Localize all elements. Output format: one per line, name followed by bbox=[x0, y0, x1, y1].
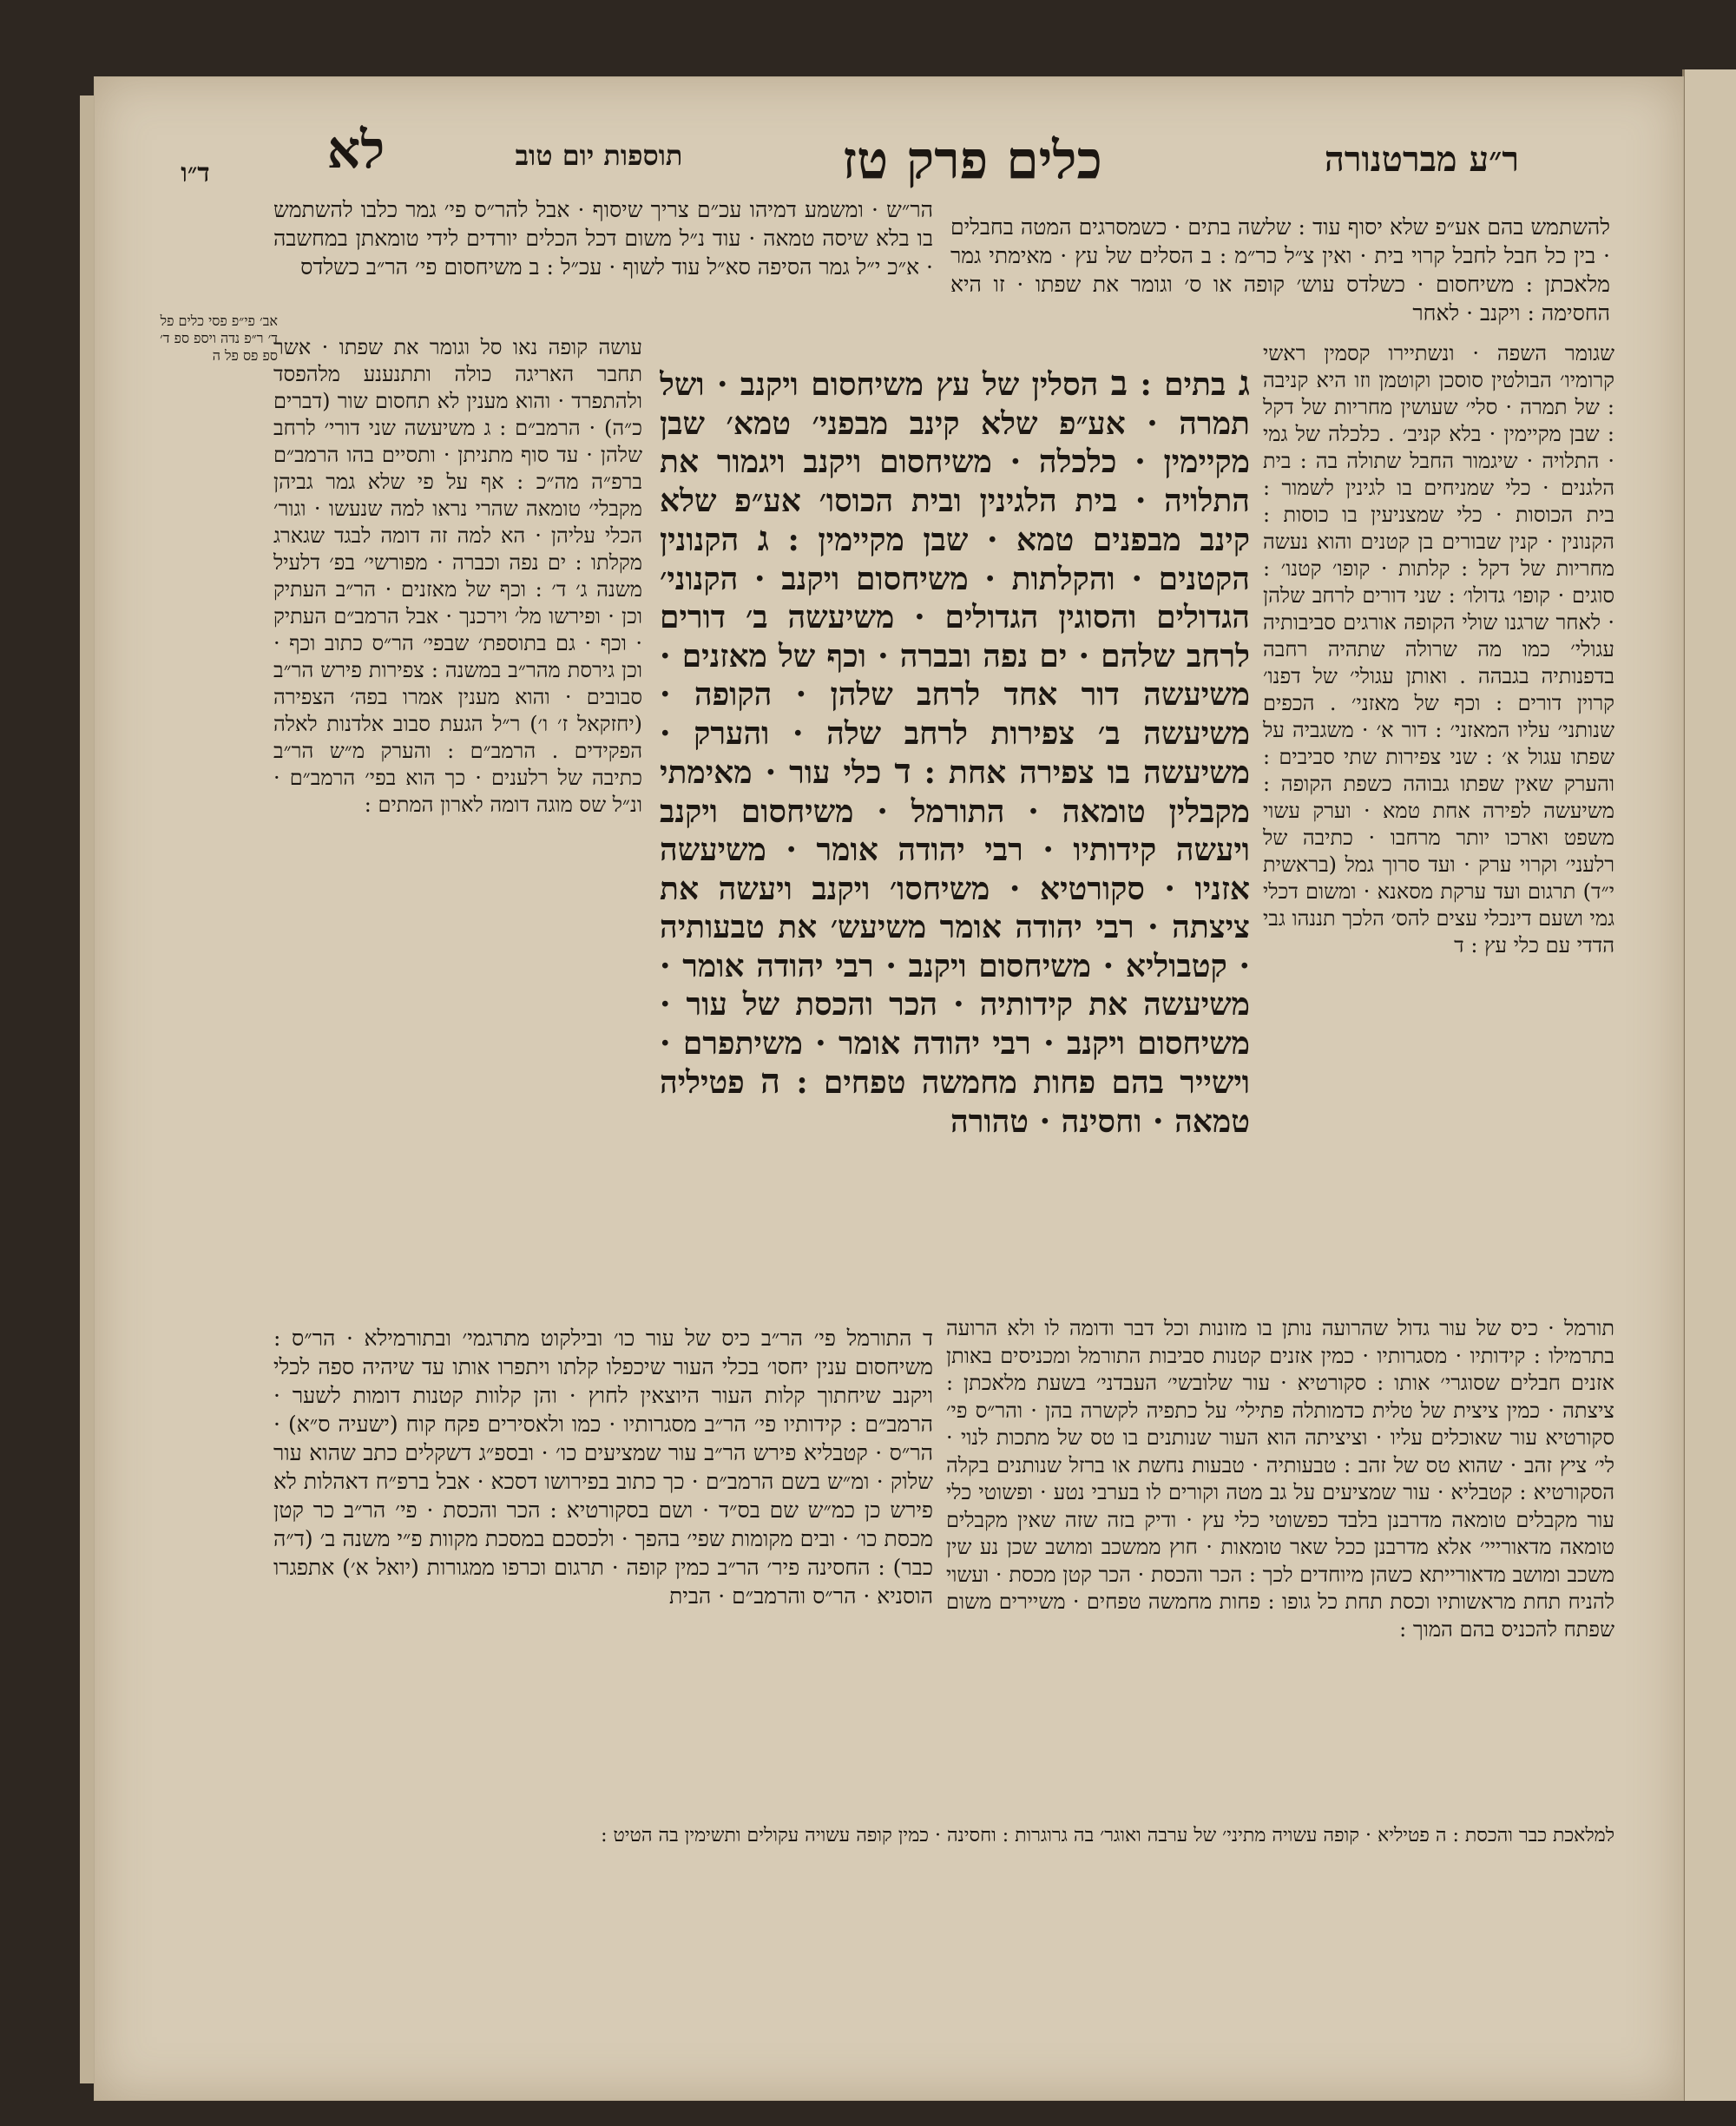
signature-mark: ד״ו bbox=[181, 158, 210, 188]
commentary-text: תורמל · כיס של עור גדול שהרועה נותן בו מזונות וכל דבר ודומה לו ולא הרועה בתרמילו : קידותיו · מסגרותיו · כמין אזנים קטנות סביבות התורמל ומכניסים באותן אזנים חבלים שסוגרי׳ אותו : סקורטיא · עור שלובשי׳ העבדני׳ בשעת מלאכתן : ציצתה · כמין ציצית של טלית כדמותלה פתילי׳ על כתפיה לקשרה בהן · והר״ס פי׳ סקורטיא עור שאוכלים עליו · וציציתה הוא העור שנותנים בו טס של מתכות לנוי · לי׳ ציץ זהב · שהוא טס של זהב : טבעותיה · טבעות נחשת או ברזל שנותנים בקלה הסקורטיא : קטבליא · עור שמציעים על גב מטה וקורים לו בערבי נטע · ופשוטי כלי עור מקבלים טומאה מדרבנן בלבד כפשוטי כלי עץ · ודיק בזה שזה שאין מקבלים טומאה מדאורייי׳ אלא מדרבנן ככל שאר טומאות · חוץ ממשכב ומושב שכן נע שין משכב ומושב מדאורייתא כשהן מיוחדים לכך : הכר והכסת · הכר קטן מכסת · ועשוי להניח תחת מראשותיו וכסת תחת כל גופו : פחות מחמשה טפחים · משיירים משום שפתח להכניס בהם המוך : bbox=[946, 1316, 1614, 1642]
tosafot-yom-tov-top bbox=[273, 195, 933, 339]
running-header-left: תוספות יום טוב bbox=[515, 139, 683, 172]
tosafot-yom-tov-left bbox=[273, 334, 642, 1311]
page-title: כלים פרק טז bbox=[842, 130, 1102, 191]
mishnah-body: הקנונין הקטנים · והקלתות · משיחסום ויקנב · הקנוני׳ הגדולים והסוגין הגדולים · משיעשה ב׳ דורים לרחב שלהם · ים נפה ובברה · וכף של מאזנים · משיעשה דור אחד לרחב שלהן · הקופה · משיעשה ב׳ צפירות לרחב שלה · והערק · משיעשה בו צפירה אחת : bbox=[660, 522, 1250, 791]
mishnah-body: פטיליה טמאה · וחסינה · טהורה bbox=[660, 1064, 1250, 1140]
folio-number: לא bbox=[326, 120, 385, 181]
facing-page-edge bbox=[1682, 69, 1736, 2101]
commentary-text: להשתמש בהם אע״פ שלא יסוף עוד : שלשה בתים · כשמסרגים המטה בחבלים · בין כל חבל לחבל קרוי בית · ואין צ״ל כר״מ : ב הסלים של עץ · מאימתי גמר מלאכתן : משיחסום · כשלדס עוש׳ קופה או ס׳ וגומר את שפתו · זו היא החסימה : ויקנב · לאחר bbox=[950, 214, 1610, 326]
mishnah-body: הסלין של עץ משיחסום ויקנב · ושל תמרה · אע״פ שלא קינב מבפני׳ טמא׳ שבן מקיימין · כלכלה · משיחסום ויקנב ויגמור את התלויה · בית הלגינין ובית הכוסו׳ אע״פ שלא קינב מבפנים טמא · שבן מקיימין : bbox=[660, 366, 1250, 558]
mishnah-number: ג bbox=[1238, 365, 1250, 404]
commentary-text: למלאכת כבר והכסת : ה פטיליא · קופה עשויה מתיני׳ של ערבה ואוגר׳ בה גרוגרות : וחסינה · כמין קופה עשויה עקולים ותשימין בה הטיט : bbox=[601, 1825, 1614, 1846]
mishnah-body: בתים : bbox=[1140, 366, 1226, 403]
tosafot-yom-tov-bottom bbox=[273, 1324, 933, 1762]
commentary-text: ד התורמל פי׳ הר״ב כיס של עור כו׳ ובילקוט מתרגמי׳ ובתורמילא · הר״ס : משיחסום ענין יחסו׳ בכלי העור שיכפלו קלתו ויתפרו אותו עד שיהיה ספה לכלי ויקנב שיחתוך קלות העור היוצאין לחוץ · והן קלוות קטנות דומות לשער · הרמב״ם : קידותיו פי׳ הר״ב מסגרותיו · כמו ולאסירים פקח קוח (ישעיה ס״א) · הר״ס · קטבליא פירש הר״ב עור שמציעים כו׳ · ובספ״ג דשקלים כתב שהוא עור שלוק · ומ״ש בשם הרמב״ם · כך כתוב בפירושו דסכא · אבל ברפ״ח דאהלות לא פירש כן כמ״ש שם בס״ד · ושם בסקורטיא : הכר והכסת · פי׳ הר״ב כר קטן מכסת כו׳ · ובים מקומות שפי׳ בהפך · ולכסכם במסכת מקוות פ״י משנה ב׳ (ד״ה כבר) : החסינה פיר׳ הר״ב כמין קופה · תרגום וכרפו ממגורות (יואל א׳) אתפגרו הוסניא · הר״ס והרמב״ם · הבית bbox=[273, 1326, 933, 1609]
mishnah-paragraph bbox=[660, 365, 1250, 1141]
running-header-right: ר״ע מברטנורה bbox=[1324, 139, 1519, 180]
commentary-text: עושה קופה נאו סל וגומר את שפתו · אשר תחבר האריגה כולה ותתנענע מלהפסד ולהתפרד · והוא מענין לא תחסום שור (דברים כ״ה) · הרמב״ם : ג משיעשה שני דורי׳ לרחב שלהן · עד סוף מתניתן · ותסיים בהו הרמב״ם ברפ״ה מה״כ : אף על פי שלא גמר גביהן מקבלי׳ טומאה שהרי נראו למה שנעשו · וגור׳ הכלי עליהן · הא למה זה דומה לבגד שגארג מקלתו : ים נפה וכברה · מפורשי׳ בפ׳ דלעיל משנה ג׳ ד׳ : וכף של מאזנים · הר״ב העתיק וכן · ופירשו מל׳ וירכנך · אבל הרמב״ם העתיק · וכף · גם בתוספת׳ שבפי׳ הר״ס כתוב וכף · וכן גירסת מהר״ב במשנה : צפירות פירש הר״ב סבובים · והוא מענין אמרו בפה׳ הצפירה (יחזקאל ז׳ ו׳) ר״ל הגעת סבוב אלדנות לאלה הפקידים . הרמב״ם : והערק מ״ש הר״ב כתיבה של רלענים · כך הוא בפי׳ הרמב״ם · ונ״ל שס מוגה דומה לארון המתים : bbox=[273, 335, 642, 817]
bartenura-commentary-top bbox=[950, 213, 1610, 334]
margin-note: אב׳ פי״פ פסי כלים פל ד׳ ר״פ נדה ויספ ספ ד׳ ספ פס פל ה bbox=[160, 313, 278, 364]
mishnah-body: כלי עור · מאימתי מקבלין טומאה · התורמל · משיחסום ויקנב ויעשה קידותיו · רבי יהודה אומר · משיעשה אזניו · סקורטיא · משיחסו׳ ויקנב ויעשה את ציצתה · רבי יהודה אומר משיעש׳ את טבעותיה · קטבוליא · משיחסום ויקנב · רבי יהודה אומר · משיעשה את קידותיה · הכר והכסת של עור · משיחסום ויקנב · רבי יהודה אומר · משיתפרם · וישייר בהם פחות מחמשה טפחים : bbox=[660, 754, 1250, 1101]
bartenura-commentary-bottom bbox=[946, 1315, 1614, 1823]
mishnah-number: ב bbox=[1110, 365, 1128, 404]
mishnah-text bbox=[660, 365, 1250, 1311]
mishnah-number: ג bbox=[757, 518, 769, 559]
mishnah-number: ד bbox=[894, 751, 911, 792]
bartenura-commentary-right bbox=[1263, 340, 1614, 1313]
commentary-text: הר״ש · ומשמע דמיהו עכ״ם צריך שיסוף · אבל להר״ס פי׳ גמר כלבו להשתמש בו בלא שיסה טמאה · עוד נ״ל משום דכל הכלים יורדים לידי טומאתן במחשבה · א״כ י״ל גמר הסיפה סא״ל עוד לשוף · עכ״ל : ב משיחסום פי׳ הר״ב כשלדס bbox=[273, 197, 933, 280]
page-footer-commentary bbox=[273, 1823, 1614, 1927]
mishnah-number: ה bbox=[760, 1061, 781, 1102]
commentary-text: שגומר השפה · ונשתיירו קסמין ראשי קרומיו׳ הבולטין סוסכן וקוטמן וזו היא קניבה : של תמרה · סלי׳ שעושין מחריות של דקל : שבן מקיימין · בלא קניב׳ . כלכלה של גמי · התלויה · שיגמור החבל שתולה בה : בית הלגנים · כלי שמניחים בו לגינין לשמור : בית הכוסות · כלי שמצניעין בו כוסות : הקנונין · קנין שבורים בן קטנים והוא נעשה מחריות של דקל : קלתות · קופו׳ קטנו׳ : סוגים · קופו׳ גדולו׳ : שני דורים לרחב שלהן · לאחר שרגנו שולי הקופה אורגים סביבותיה עגולי׳ כמו מה שרולה שתהיה רחבה בדפנותיה בגבהה . ואותן עגולי׳ של דפנו׳ קרוין דורים : וכף של מאזני׳ . הכפים שנותני׳ עליו המאזני׳ : דור א׳ · משגביה על שפתו עגול א׳ : שני צפירות שתי סביבים : והערק שאין שפתו גבוהה כשפת הקופה : משיעשה לפירה אחת טמא · וערק עשוי משפט וארכו יותר מרחבו · כתיבה של רלעני׳ וקרוי ערק · ועד סרוך גמל (בראשית י״ד) תרגום ועד ערקת מסאנא · ומשום דכלי גמי ושעם דינכלי עצים להס׳ הלכך תננהו גבי הדדי עם כלי עץ : ד bbox=[1263, 341, 1614, 958]
